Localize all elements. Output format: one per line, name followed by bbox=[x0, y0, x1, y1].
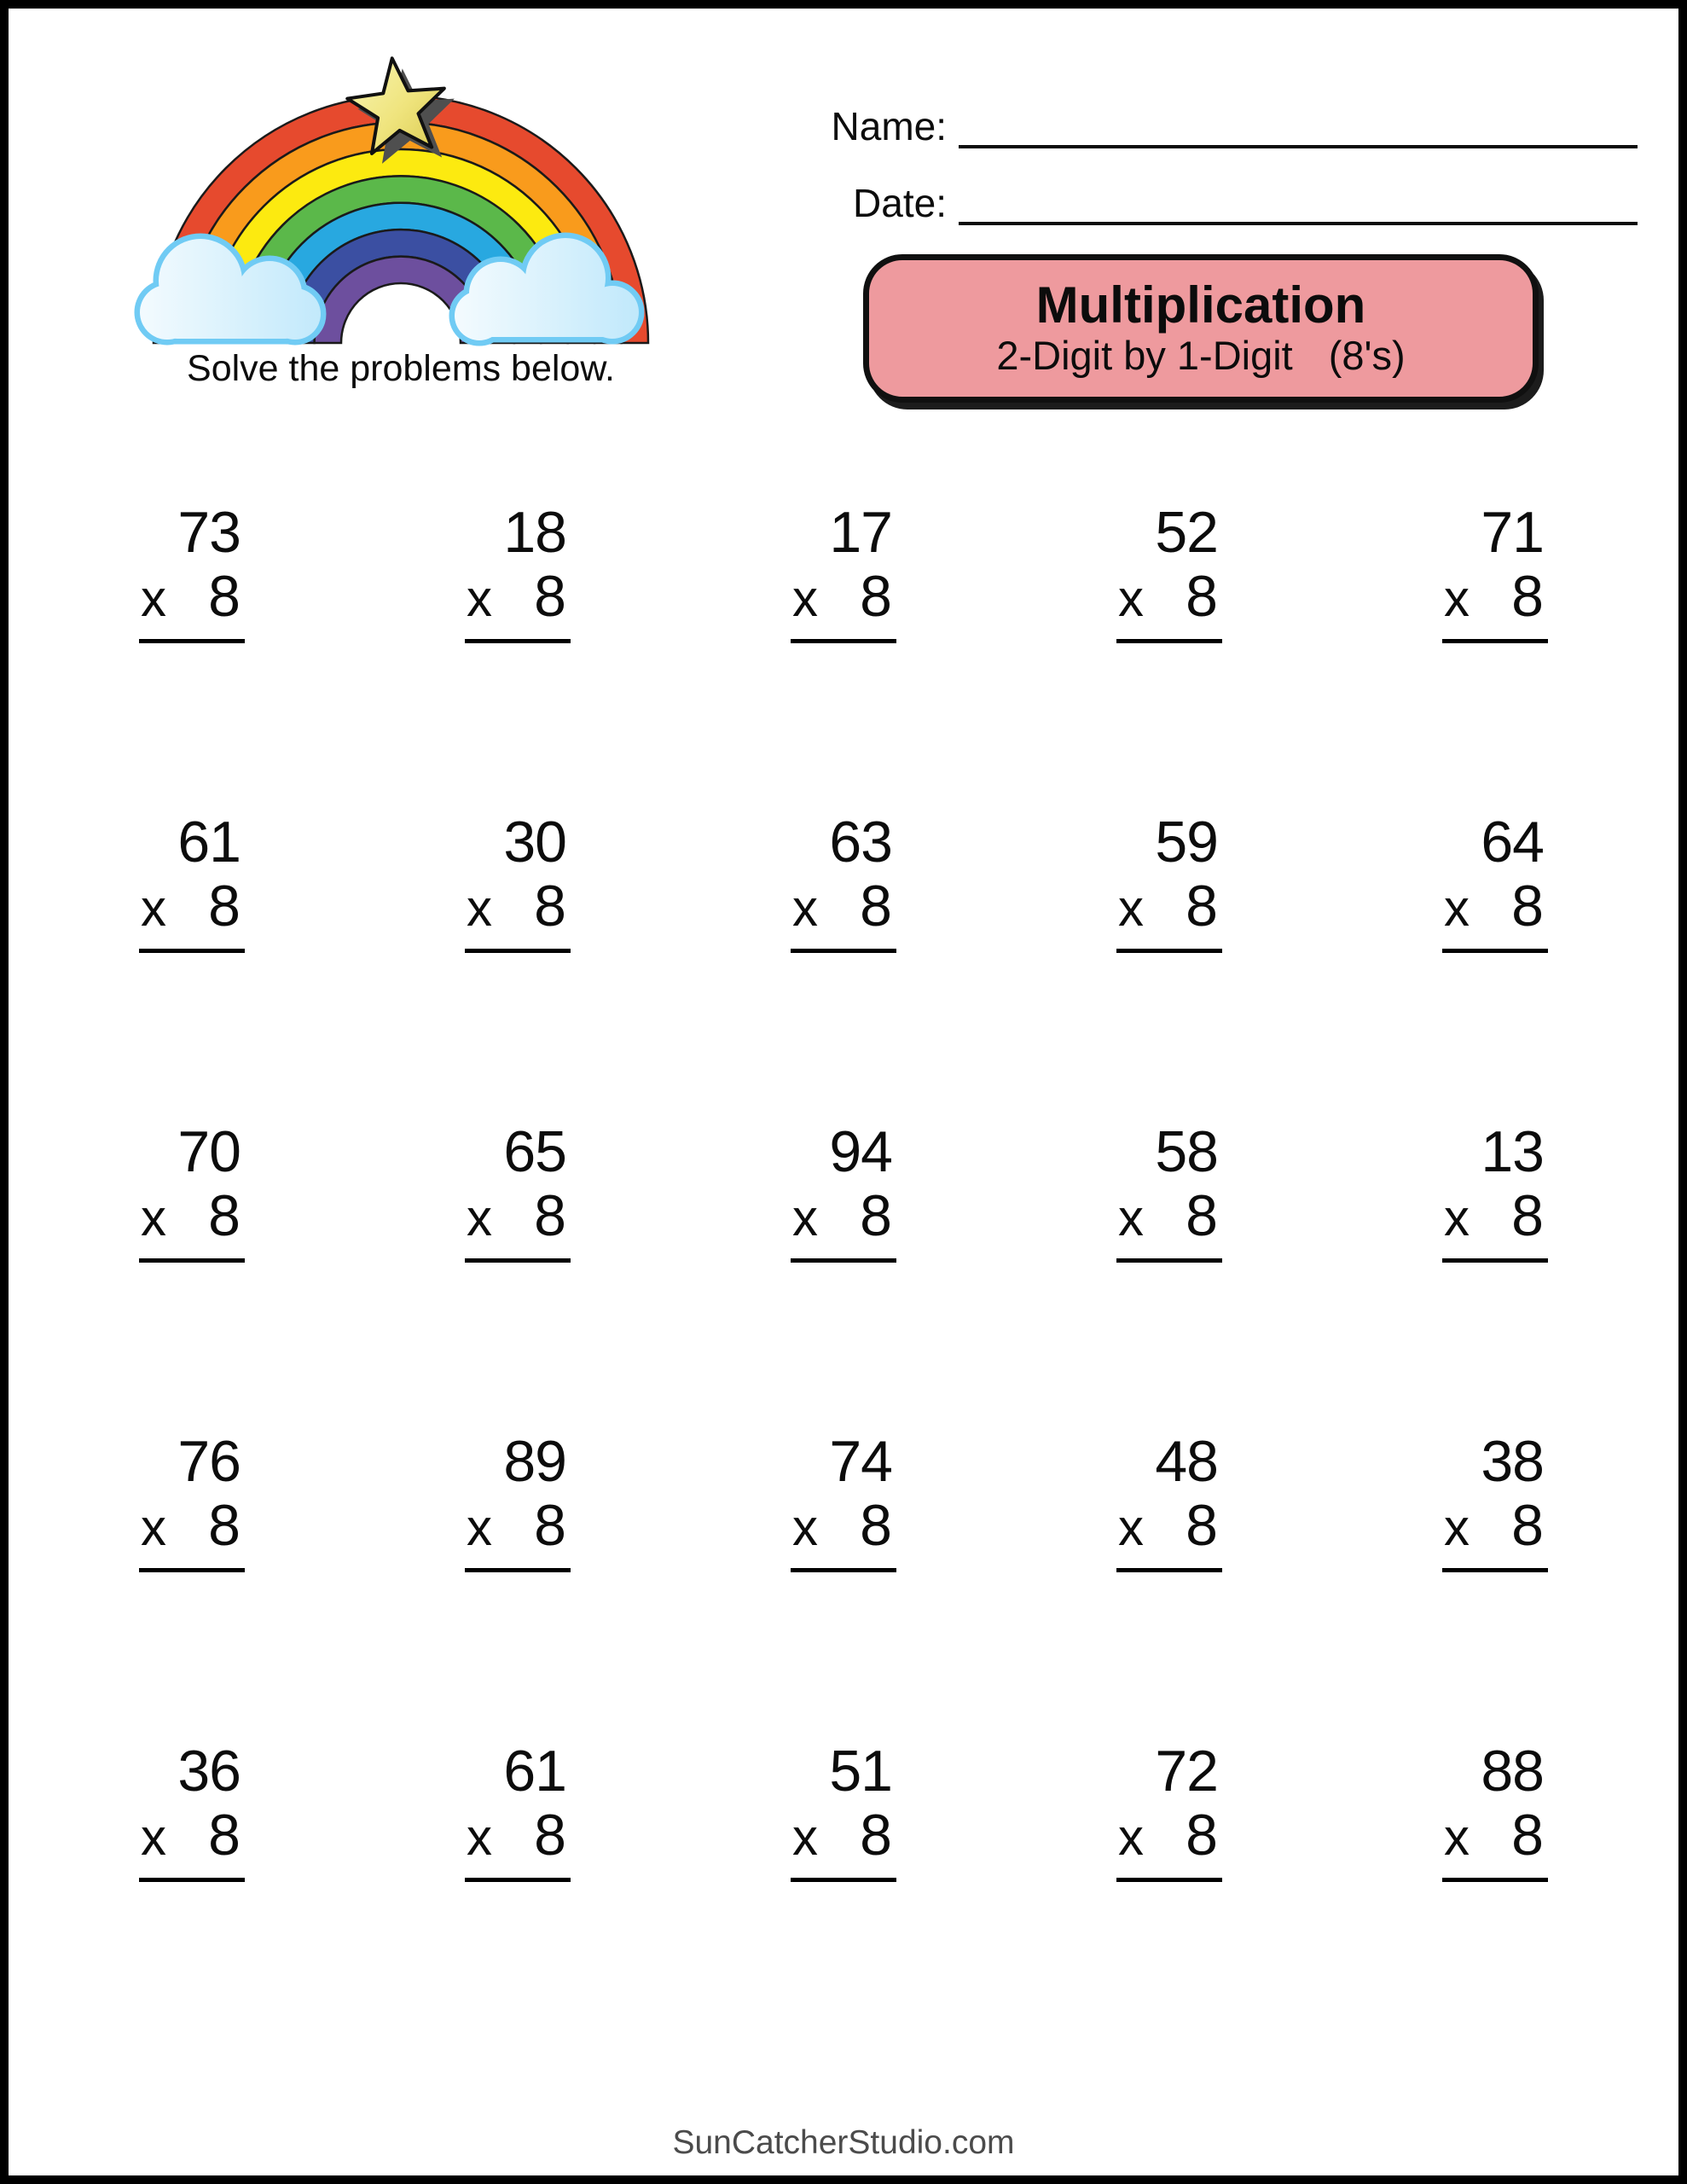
title-badge bbox=[863, 254, 1539, 403]
problem-cell bbox=[1442, 1740, 1548, 2050]
multiplicand: 38 bbox=[1481, 1429, 1544, 1494]
footer-credit: SunCatcherStudio.com bbox=[672, 2124, 1015, 2161]
problem-cell bbox=[139, 1121, 245, 1431]
answer-line[interactable] bbox=[1116, 949, 1222, 953]
operator-row bbox=[465, 1802, 571, 1867]
problem-cell bbox=[465, 811, 571, 1121]
answer-line[interactable] bbox=[139, 639, 245, 643]
problem-cell bbox=[139, 502, 245, 811]
multiplier: 8 bbox=[208, 874, 241, 938]
multiplicand: 61 bbox=[503, 1739, 566, 1804]
answer-line[interactable] bbox=[465, 949, 571, 953]
answer-line[interactable] bbox=[1116, 1878, 1222, 1882]
problem-cell bbox=[1442, 1431, 1548, 1740]
operator-row bbox=[1442, 1492, 1548, 1558]
multiplier: 8 bbox=[860, 1493, 892, 1558]
multiplicand: 13 bbox=[1481, 1119, 1544, 1184]
operator-row bbox=[1116, 563, 1222, 629]
multiplicand: 72 bbox=[1155, 1739, 1218, 1804]
multiplier: 8 bbox=[1511, 564, 1544, 629]
date-label: Date: bbox=[853, 181, 947, 225]
header-fields bbox=[817, 97, 1638, 251]
name-label: Name: bbox=[831, 104, 947, 148]
multiplicand: 51 bbox=[829, 1739, 892, 1804]
multiplicand: 17 bbox=[829, 500, 892, 565]
multiplier: 8 bbox=[208, 1493, 241, 1558]
multiply-operator: x bbox=[1118, 1189, 1144, 1246]
multiply-operator: x bbox=[1444, 1499, 1470, 1556]
operator-row bbox=[1116, 1492, 1222, 1558]
multiplicand: 76 bbox=[177, 1429, 241, 1494]
worksheet-subtitle bbox=[996, 333, 1405, 379]
multiplier: 8 bbox=[860, 564, 892, 629]
multiply-operator: x bbox=[1118, 1499, 1144, 1556]
problem-cell bbox=[1116, 811, 1222, 1121]
problem-cell bbox=[1116, 502, 1222, 811]
multiply-operator: x bbox=[1118, 1809, 1144, 1866]
multiplier: 8 bbox=[208, 1183, 241, 1248]
answer-line[interactable] bbox=[791, 639, 896, 643]
problem-cell bbox=[465, 1121, 571, 1431]
multiplier: 8 bbox=[1186, 564, 1218, 629]
operator-row bbox=[465, 563, 571, 629]
multiplier: 8 bbox=[1511, 1183, 1544, 1248]
multiplicand: 52 bbox=[1155, 500, 1218, 565]
problem-cell bbox=[1116, 1121, 1222, 1431]
multiply-operator: x bbox=[1444, 880, 1470, 937]
multiplier: 8 bbox=[860, 874, 892, 938]
answer-line[interactable] bbox=[791, 1568, 896, 1572]
operator-row bbox=[139, 563, 245, 629]
multiplier: 8 bbox=[1186, 1183, 1218, 1248]
answer-line[interactable] bbox=[465, 1258, 571, 1263]
operator-row bbox=[465, 1182, 571, 1248]
operator-row bbox=[791, 1492, 896, 1558]
multiplicand: 71 bbox=[1481, 500, 1544, 565]
multiplicand: 59 bbox=[1155, 810, 1218, 874]
multiplicand: 94 bbox=[829, 1119, 892, 1184]
problem-cell bbox=[1442, 502, 1548, 811]
multiplier: 8 bbox=[860, 1803, 892, 1867]
problem-cell bbox=[791, 1431, 896, 1740]
multiplicand: 74 bbox=[829, 1429, 892, 1494]
operator-row bbox=[791, 873, 896, 938]
operator-row bbox=[1116, 1182, 1222, 1248]
answer-line[interactable] bbox=[139, 1878, 245, 1882]
multiply-operator: x bbox=[1444, 1809, 1470, 1866]
name-line[interactable] bbox=[959, 101, 1638, 148]
operator-row bbox=[1442, 873, 1548, 938]
multiplicand: 36 bbox=[177, 1739, 241, 1804]
problem-cell bbox=[791, 811, 896, 1121]
multiplicand: 18 bbox=[503, 500, 566, 565]
multiply-operator: x bbox=[467, 1499, 492, 1556]
multiplier: 8 bbox=[1511, 1493, 1544, 1558]
multiplicand: 48 bbox=[1155, 1429, 1218, 1494]
multiplier: 8 bbox=[1186, 1493, 1218, 1558]
date-line[interactable] bbox=[959, 177, 1638, 225]
multiplicand: 88 bbox=[1481, 1739, 1544, 1804]
multiplier: 8 bbox=[534, 874, 566, 938]
answer-line[interactable] bbox=[791, 1878, 896, 1882]
multiplicand: 63 bbox=[829, 810, 892, 874]
problem-cell bbox=[465, 502, 571, 811]
problem-cell bbox=[1116, 1740, 1222, 2050]
instruction-text: Solve the problems below. bbox=[187, 348, 615, 389]
subtitle-text: 2-Digit by 1-Digit bbox=[996, 333, 1293, 378]
operator-row bbox=[791, 563, 896, 629]
problem-cell bbox=[1442, 811, 1548, 1121]
operator-row bbox=[139, 873, 245, 938]
multiplicand: 30 bbox=[503, 810, 566, 874]
problem-cell bbox=[791, 502, 896, 811]
multiply-operator: x bbox=[467, 570, 492, 627]
answer-line[interactable] bbox=[1442, 1878, 1548, 1882]
operator-row bbox=[1442, 563, 1548, 629]
multiply-operator: x bbox=[792, 1809, 818, 1866]
multiply-operator: x bbox=[141, 1809, 166, 1866]
name-field-row bbox=[817, 97, 1638, 148]
multiply-operator: x bbox=[141, 1189, 166, 1246]
multiplier: 8 bbox=[1186, 1803, 1218, 1867]
answer-line[interactable] bbox=[1442, 1258, 1548, 1263]
multiply-operator: x bbox=[1118, 570, 1144, 627]
multiply-operator: x bbox=[467, 1809, 492, 1866]
problem-cell bbox=[791, 1740, 896, 2050]
answer-line[interactable] bbox=[1442, 639, 1548, 643]
multiplicand: 89 bbox=[503, 1429, 566, 1494]
multiplicand: 70 bbox=[177, 1119, 241, 1184]
answer-line[interactable] bbox=[139, 1258, 245, 1263]
multiply-operator: x bbox=[792, 880, 818, 937]
multiply-operator: x bbox=[1444, 570, 1470, 627]
multiply-operator: x bbox=[141, 880, 166, 937]
multiplier: 8 bbox=[534, 1803, 566, 1867]
answer-line[interactable] bbox=[1116, 1568, 1222, 1572]
answer-line[interactable] bbox=[1442, 949, 1548, 953]
multiplier: 8 bbox=[534, 1493, 566, 1558]
multiplier: 8 bbox=[860, 1183, 892, 1248]
multiplier: 8 bbox=[208, 1803, 241, 1867]
answer-line[interactable] bbox=[791, 1258, 896, 1263]
operator-row bbox=[1116, 1802, 1222, 1867]
operator-row bbox=[139, 1802, 245, 1867]
multiplier: 8 bbox=[1511, 874, 1544, 938]
answer-line[interactable] bbox=[465, 1878, 571, 1882]
problem-cell bbox=[465, 1740, 571, 2050]
multiply-operator: x bbox=[141, 1499, 166, 1556]
multiplier: 8 bbox=[534, 564, 566, 629]
multiply-operator: x bbox=[467, 880, 492, 937]
multiplicand: 65 bbox=[503, 1119, 566, 1184]
operator-row bbox=[465, 1492, 571, 1558]
subtitle-note: (8's) bbox=[1328, 333, 1406, 378]
answer-line[interactable] bbox=[139, 1568, 245, 1572]
operator-row bbox=[465, 873, 571, 938]
problem-cell bbox=[791, 1121, 896, 1431]
multiply-operator: x bbox=[467, 1189, 492, 1246]
multiply-operator: x bbox=[141, 570, 166, 627]
multiplier: 8 bbox=[1511, 1803, 1544, 1867]
answer-line[interactable] bbox=[1116, 639, 1222, 643]
answer-line[interactable] bbox=[791, 949, 896, 953]
multiplicand: 58 bbox=[1155, 1119, 1218, 1184]
problem-cell bbox=[1442, 1121, 1548, 1431]
date-field-row bbox=[817, 174, 1638, 225]
multiplier: 8 bbox=[534, 1183, 566, 1248]
problem-cell bbox=[139, 1740, 245, 2050]
answer-line[interactable] bbox=[139, 949, 245, 953]
multiply-operator: x bbox=[792, 1499, 818, 1556]
problems-grid bbox=[29, 502, 1658, 2050]
worksheet-title: Multiplication bbox=[1035, 276, 1366, 334]
multiply-operator: x bbox=[1118, 880, 1144, 937]
operator-row bbox=[791, 1802, 896, 1867]
multiply-operator: x bbox=[1444, 1189, 1470, 1246]
problem-cell bbox=[139, 1431, 245, 1740]
multiplicand: 64 bbox=[1481, 810, 1544, 874]
problem-cell bbox=[139, 811, 245, 1121]
operator-row bbox=[1116, 873, 1222, 938]
multiplier: 8 bbox=[1186, 874, 1218, 938]
problem-cell bbox=[465, 1431, 571, 1740]
answer-line[interactable] bbox=[1116, 1258, 1222, 1263]
multiplicand: 73 bbox=[177, 500, 241, 565]
multiply-operator: x bbox=[792, 1189, 818, 1246]
rainbow-illustration bbox=[119, 44, 682, 390]
operator-row bbox=[139, 1182, 245, 1248]
multiplicand: 61 bbox=[177, 810, 241, 874]
operator-row bbox=[1442, 1182, 1548, 1248]
operator-row bbox=[139, 1492, 245, 1558]
answer-line[interactable] bbox=[465, 639, 571, 643]
answer-line[interactable] bbox=[1442, 1568, 1548, 1572]
operator-row bbox=[791, 1182, 896, 1248]
operator-row bbox=[1442, 1802, 1548, 1867]
problem-cell bbox=[1116, 1431, 1222, 1740]
multiplier: 8 bbox=[208, 564, 241, 629]
answer-line[interactable] bbox=[465, 1568, 571, 1572]
multiply-operator: x bbox=[792, 570, 818, 627]
